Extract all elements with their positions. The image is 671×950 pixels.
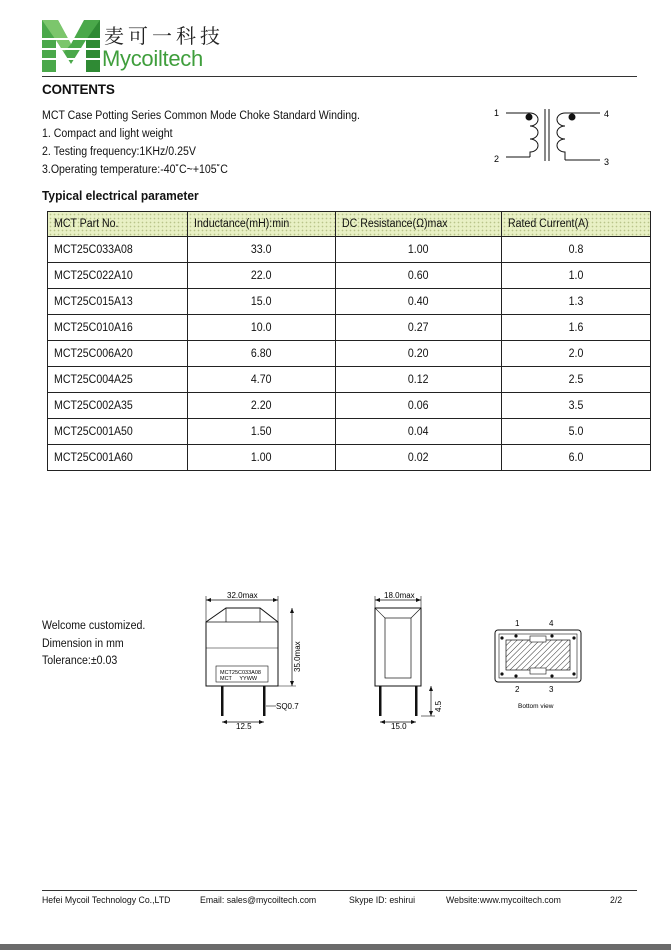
winding-schematic — [488, 100, 618, 172]
side-pin-left — [379, 686, 382, 716]
table-row — [48, 341, 651, 367]
bottom-core-hatch — [506, 640, 570, 670]
side-view-drawing — [365, 588, 445, 732]
current-cell: 2.5 — [502, 367, 651, 393]
part-number-cell: MCT25C010A16 — [48, 315, 188, 341]
brand-name-en: Mycoiltech — [102, 46, 203, 71]
part-number-cell: MCT25C006A20 — [48, 341, 188, 367]
footer-email[interactable]: Email: sales@mycoiltech.com — [200, 895, 317, 906]
product-description: MCT Case Potting Series Common Mode Choke Standard Winding. — [42, 110, 360, 122]
pin-pitch-dim: 12.5 — [236, 722, 252, 731]
front-height-dim: 35.0max — [293, 641, 302, 672]
current-cell: 5.0 — [502, 419, 651, 445]
table-header-row — [48, 212, 651, 237]
footer-website[interactable]: Website:www.mycoiltech.com — [446, 895, 561, 906]
feature-line-1: 1. Compact and light weight — [42, 128, 173, 140]
bottom-pin-2 — [514, 674, 517, 677]
table-title: Typical electrical parameter — [42, 188, 199, 203]
current-cell: 1.0 — [502, 263, 651, 289]
front-pin-right — [263, 686, 266, 716]
resistance-cell: 0.20 — [336, 341, 502, 367]
col-header-part-no: MCT Part No. — [48, 212, 188, 237]
part-number-cell: MCT25C022A10 — [48, 263, 188, 289]
current-cell: 2.0 — [502, 341, 651, 367]
table-row — [48, 393, 651, 419]
resistance-cell: 0.12 — [336, 367, 502, 393]
inductance-cell: 2.20 — [188, 393, 336, 419]
header-divider — [42, 76, 637, 77]
current-cell: 0.8 — [502, 237, 651, 263]
polarity-dot-left — [526, 114, 533, 121]
resistance-cell: 0.02 — [336, 445, 502, 471]
part-number-cell: MCT25C002A35 — [48, 393, 188, 419]
side-width-dim: 18.0max — [384, 591, 415, 600]
col-header-inductance: Inductance(mH):min — [188, 212, 336, 237]
front-width-dim: 32.0max — [227, 591, 258, 600]
tolerance-line: Tolerance:±0.03 — [42, 655, 118, 667]
inductance-cell: 33.0 — [188, 237, 336, 263]
table-row — [48, 263, 651, 289]
front-pin-left — [221, 686, 224, 716]
brand-name-cn: 麦可一科技 — [104, 24, 224, 48]
dimension-unit-line: Dimension in mm — [42, 638, 124, 650]
part-number-cell: MCT25C001A60 — [48, 445, 188, 471]
bottom-pin-label-3: 3 — [549, 685, 554, 694]
inductance-cell: 6.80 — [188, 341, 336, 367]
feature-line-2: 2. Testing frequency:1KHz/0.25V — [42, 146, 196, 158]
front-view-drawing — [196, 588, 308, 732]
mycoiltech-logo-icon — [42, 18, 100, 72]
part-number-cell: MCT25C001A50 — [48, 419, 188, 445]
bottom-pin-label-4: 4 — [549, 619, 554, 628]
part-number-cell: MCT25C004A25 — [48, 367, 188, 393]
feature-line-3: 3.Operating temperature:-40˚C~+105˚C — [42, 164, 228, 176]
pin-size-dim: SQ0.7 — [276, 702, 299, 711]
bottom-pin-4 — [550, 634, 553, 637]
current-cell: 3.5 — [502, 393, 651, 419]
resistance-cell: 0.06 — [336, 393, 502, 419]
pin-length-dim: 4.5 — [434, 700, 443, 712]
welcome-line: Welcome customized. — [42, 620, 146, 632]
resistance-cell: 0.04 — [336, 419, 502, 445]
pin-label-3: 3 — [604, 157, 610, 167]
table-row — [48, 289, 651, 315]
table-row — [48, 419, 651, 445]
current-cell: 6.0 — [502, 445, 651, 471]
table-row — [48, 315, 651, 341]
resistance-cell: 0.40 — [336, 289, 502, 315]
inductance-cell: 15.0 — [188, 289, 336, 315]
table-row — [48, 237, 651, 263]
resistance-cell: 0.27 — [336, 315, 502, 341]
footer-skype: Skype ID: eshirui — [349, 895, 416, 906]
bottom-view-caption: Bottom view — [518, 703, 554, 710]
part-number-cell: MCT25C033A08 — [48, 237, 188, 263]
resistance-cell: 0.60 — [336, 263, 502, 289]
table-row — [48, 445, 651, 471]
pin-label-4: 4 — [604, 109, 610, 119]
side-pitch-dim: 15.0 — [391, 722, 407, 731]
inductance-cell: 1.50 — [188, 419, 336, 445]
contents-heading: CONTENTS — [42, 82, 115, 97]
part-number-cell: MCT25C015A13 — [48, 289, 188, 315]
bottom-pin-label-1: 1 — [515, 619, 520, 628]
page-number: 2/2 — [610, 895, 623, 906]
polarity-dot-right — [569, 114, 576, 121]
col-header-rated-current: Rated Current(A) — [502, 212, 651, 237]
footer-company: Hefei Mycoil Technology Co.,LTD — [42, 895, 171, 906]
inductance-cell: 4.70 — [188, 367, 336, 393]
page-bottom-strip — [0, 944, 671, 950]
current-cell: 1.6 — [502, 315, 651, 341]
footer-divider — [42, 890, 637, 891]
inductance-cell: 10.0 — [188, 315, 336, 341]
pin-label-1: 1 — [494, 108, 500, 118]
inductance-cell: 1.00 — [188, 445, 336, 471]
current-cell: 1.3 — [502, 289, 651, 315]
front-label-date-code: MCT YYWW — [220, 676, 258, 682]
right-coil — [557, 113, 565, 160]
bottom-pin-1 — [514, 634, 517, 637]
inductance-cell: 22.0 — [188, 263, 336, 289]
bottom-pin-3 — [550, 674, 553, 677]
pin-label-2: 2 — [494, 154, 500, 164]
side-pin-right — [415, 686, 418, 716]
resistance-cell: 1.00 — [336, 237, 502, 263]
bottom-pin-label-2: 2 — [515, 685, 520, 694]
front-label-part-no: MCT25C033A08 — [220, 670, 261, 676]
table-row — [48, 367, 651, 393]
bottom-view-drawing — [490, 616, 590, 714]
electrical-parameter-table — [47, 211, 651, 471]
col-header-dc-resistance: DC Resistance(Ω)max — [336, 212, 502, 237]
